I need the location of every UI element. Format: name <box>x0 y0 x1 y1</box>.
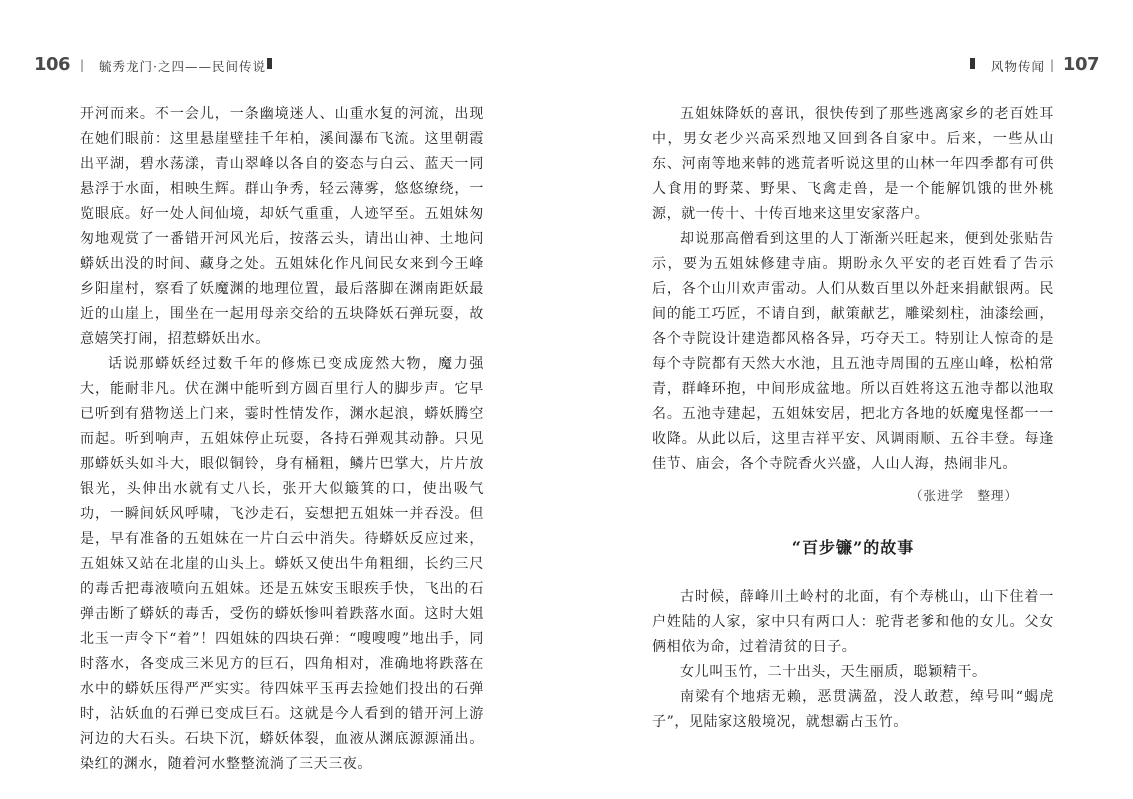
compiler-credit: （张进学 整理） <box>909 488 1018 503</box>
paragraph: 女儿叫玉竹，二十出头，天生丽质，聪颖精干。 <box>680 664 987 680</box>
story-title: “百步镰”的故事 <box>791 538 915 557</box>
header-separator: | <box>1050 58 1055 72</box>
right-page <box>567 0 1133 799</box>
paragraph: 五姐妹降妖的喜讯，很快传到了那些逃离家乡的老百姓耳中，男女老少兴高采烈地又回到各自家中。后来，一些从山东、河南等地来韩的逃荒者听说这里的山林一年四季都有可供人食用的野菜、野果、飞禽走兽，是一个能解饥饿的世外桃源，就一传十、十传百地来这里安家落户。 <box>652 106 1054 222</box>
left-body-text <box>80 102 484 777</box>
paragraph: 古时候，薛峰川土岭村的北面，有个寿桃山，山下住着一户姓陆的人家，家中只有两口人：驼背老爹和他的女儿。父女俩相依为命，过着清贫的日子。 <box>652 589 1054 655</box>
header-bar-mark <box>970 58 975 69</box>
left-page <box>0 0 566 799</box>
paragraph: 南梁有个地痞无赖，恶贯满盈，没人敢惹，绰号叫“蝎虎子”，见陆家这般境况，就想霸占玉竹。 <box>652 689 1054 730</box>
paragraph: 却说那高僧看到这里的人丁渐渐兴旺起来，便到处张贴告示，要为五姐妹修建寺庙。期盼永久平安的老百姓看了告示后，各个山川欢声雷动。人们从数百里以外赶来捐献银两。民间的能工巧匠，不请自到，献策献艺，雕梁刻柱，油漆绘画，各个寺院设计建造都风格各异，巧夺天工。特别让人惊奇的是每个寺院都有天然大水池，且五池寺周围的五座山峰，松柏常青，群峰环抱，中间形成盆地。所以百姓将这五池寺都以池取名。五池寺建起，五姐妹安居，把北方各地的妖魔鬼怪都一一收降。从此以后，这里吉祥平安、风调雨顺、五谷丰登。每逢佳节、庙会，各个寺院香火兴盛，人山人海，热闹非凡。 <box>652 231 1054 472</box>
paragraph: 话说那蟒妖经过数千年的修炼已变成庞然大物，魔力强大，能耐非凡。伏在渊中能听到方圆百里行人的脚步声。它早已听到有猎物送上门来，霎时性情发作，渊水起浪，蟒妖腾空而起。听到响声，五姐妹停止玩耍，各持石弹观其动静。只见那蟒妖头如斗大，眼似铜铃，身有桶粗，鳞片巴掌大，片片放银光，头伸出水就有丈八长，张开大似簸箕的口，使出吸气功，一瞬间妖风呼啸，飞沙走石，妄想把五姐妹一并吞没。但是，早有准备的五姐妹在一片白云中消失。待蟒妖反应过来，五姐妹又站在北崖的山头上。蟒妖又使出牛角粗细，长约三尺的毒舌把毒液喷向五姐妹。还是五妹安玉眼疾手快，飞出的石弹击断了蟒妖的毒舌，受伤的蟒妖惨叫着跌落水面。这时大姐北玉一声令下“着”！四姐妹的四块石弹：“嗖嗖嗖”地出手，同时落水，各变成三米见方的巨石，四角相对，准确地将跌落在水中的蟒妖压得严严实实。待四妹平玉再去捡她们投出的石弹时，沾妖血的石弹已变成巨石。这就是今人看到的错开河上游河边的大石头。石块下沉，蟒妖体裂，血液从渊底源源涌出。染红的渊水，随着河水整整流淌了三天三夜。 <box>80 356 484 772</box>
page-number: 106 <box>34 54 71 75</box>
running-head: 风物传闻 <box>991 59 1046 74</box>
header-separator: | <box>80 58 85 72</box>
page-number: 107 <box>1062 54 1099 75</box>
right-body-text <box>652 102 1054 735</box>
running-head: 毓秀龙门·之四——民间传说 <box>99 59 266 74</box>
paragraph: 开河而来。不一会儿，一条幽境迷人、山重水复的河流，出现在她们眼前：这里悬崖壁挂千年柏，溪间瀑布飞流。这里朝霞出平湖，碧水荡漾，青山翠峰以各自的姿态与白云、蓝天一同悬浮于水面，相映生辉。群山争秀，轻云薄雾，悠悠缭绕，一览眼底。好一处人间仙境，却妖气重重，人迹罕至。五姐妹匆匆地观赏了一番错开河风光后，按落云头，请出山神、土地问蟒妖出没的时间、藏身之处。五姐妹化作凡间民女来到今王峰乡阳崖村，察看了妖魔渊的地理位置，最后落脚在渊南距妖最近的山崖上，围坐在一起用母亲交给的五块降妖石弹玩耍，故意嬉笑打闹，招惹蟒妖出水。 <box>80 106 484 347</box>
header-bar-mark <box>267 58 272 69</box>
